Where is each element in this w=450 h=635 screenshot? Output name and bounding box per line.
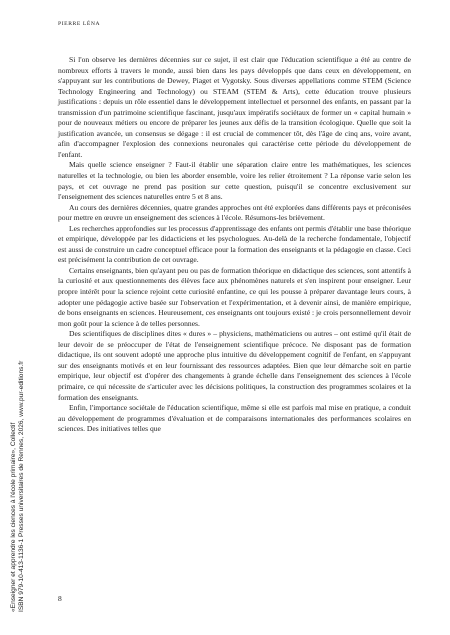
paragraph: Si l'on observe les dernières décennies sur ce sujet, il est clair que l'éducation scientifique a été au centre de nombreux efforts à travers le monde, aussi bien dans les pays développés que dans ceux en développement, en s'appuyant sur les contributions de Dewey, Piaget et Vygotsky. Sous diverses appellations comme STEM (Science Technology Engineering and Technology) ou STEAM (STEM & Arts), cette éducation trouve plusieurs justifications : depuis un rôle essentiel dans le développement intellectuel et personnel des enfants, en passant par la transmission d'un patrimoine scientifique fascinant, jusqu'aux impératifs sociétaux de former un « capital humain » pour de nouveaux métiers ou encore de préparer les jeunes aux défis de la transition écologique. Quelle que soit la justification avancée, un consensus se dégage : il est crucial de commencer tôt, dès l'âge de cinq ans, voire avant, afin d'accompagner l'explosion des connexions neuronales qui caractérise cette période du développement de l'enfant. <box>58 55 411 159</box>
paragraph: Mais quelle science enseigner ? Faut-il établir une séparation claire entre les mathématiques, les sciences naturelles et la technologie, ou bien les aborder ensemble, voire les relier étroitement ? La réponse varie selon les pays, et cet ouvrage ne prend pas position sur cette question, puisqu'il se concentre exclusivement sur l'enseignement des sciences naturelles entre 5 et 8 ans. <box>58 160 411 202</box>
paragraph: Au cours des dernières décennies, quatre grandes approches ont été explorées dans différents pays et préconisées pour mettre en œuvre un enseignement des sciences à l'école. Résumons-les brièvement. <box>58 202 411 223</box>
page-number: 8 <box>58 594 62 603</box>
paragraph: Les recherches approfondies sur les processus d'apprentissage des enfants ont permis d'établir une base théorique et empirique, développée par les didacticiens et les psychologues. Au-delà de la recherche fondamentale, l'objectif est aussi de construire un cadre conceptuel efficace pour la formation des enseignants et la pédagogie en classe. Ceci est précisément la contribution de cet ouvrage. <box>58 223 411 265</box>
vertical-copyright-note: «Enseigner et apprendre les ciences à l'école primaire», Collectif ISBN 979-10-413-1136-1 Presses universitaires de Rennes, 2026, www.pur-editions.fr <box>10 360 26 612</box>
running-header: PIERRE LÉNA <box>58 21 101 27</box>
paragraph: Enfin, l'importance sociétale de l'éducation scientifique, même si elle est parfois mal mise en pratique, a conduit au développement de programmes d'évaluation et de comparaisons internationales des performances scolaires en sciences. Des initiatives telles que <box>58 403 411 434</box>
paragraph: Des scientifiques de disciplines dites « dures » – physiciens, mathématiciens ou autres – ont estimé qu'il était de leur devoir de se préoccuper de l'état de l'enseignement scientifique précoce. Ne disposant pas de formation didactique, ils ont souvent adopté une approche plus intuitive du développement cognitif de l'enfant, en s'appuyant sur des enseignants motivés et en leur fournissant des ressources adaptées. Bien que leur démarche soit en partie empirique, leur objectif est d'opérer des changements à grande échelle dans l'enseignement des sciences à l'école primaire, ce qui nécessite de s'articuler avec les décisions politiques, la construction des programmes scolaires et la formation des enseignants. <box>58 329 411 402</box>
paragraph: Certains enseignants, bien qu'ayant peu ou pas de formation théorique en didactique des sciences, sont attentifs à la curiosité et aux questionnements des élèves face aux phénomènes naturels et s'en inspirent pour enseigner. Leur propre intérêt pour la science rejoint cette curiosité enfantine, ce qui les pousse à préparer davantage leurs cours, à adopter une pédagogie active basée sur l'observation et l'expérimentation, et à devenir ainsi, de manière empirique, de bons enseignants en sciences. Heureusement, ces enseignants ont toujours existé : je crois personnellement devoir mon goût pour la science à de telles personnes. <box>58 265 411 328</box>
body-text <box>58 55 411 435</box>
